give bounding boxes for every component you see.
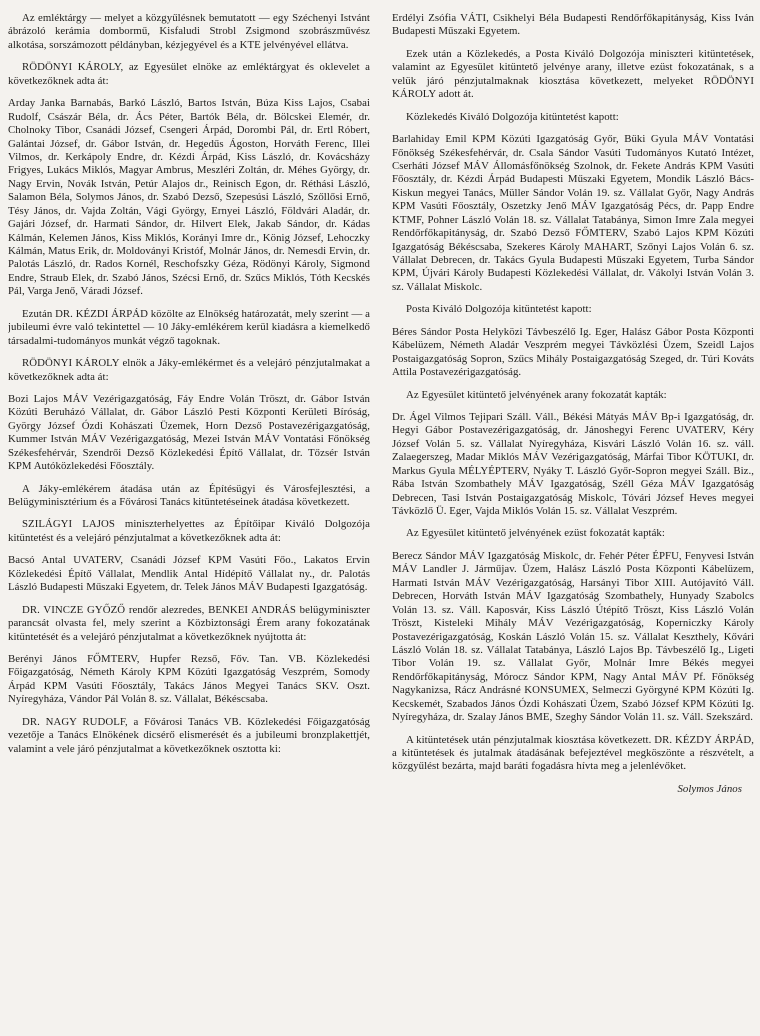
kozbiztonsagi-recipients-list: Berényi János FŐMTERV, Hupfer Rezső, Főv. Tan. VB. Közlekedési Főigazgatóság, Németh Károly KPM Közúti Igazgatóság Veszprém, Somody Árpád KPM Vasúti Főosztály, Takács János Megyei Tanács SKV. Oszt. Nyíregyháza, Vándor Pál Volán 8. sz. Vállalat, Békéscsaba. bbox=[8, 652, 370, 706]
paragraph-ministerial-awards: Ezek után a Közlekedés, a Posta Kiváló Dolgozója miniszteri kitüntetések, valamint az Egyesület kitüntető jelvénye arany, illetve ezüst fokozatának, s a velük járó pénzjutalmaknak kiosztása következett, melyeket RÖDÖNYI KÁROLY adott át. bbox=[392, 47, 754, 101]
paragraph-epitoipar-intro: SZILÁGYI LAJOS miniszterhelyettes az Építőipar Kiváló Dolgozója kitüntetést és a velejáró pénzjutalmat a következőknek adta át: bbox=[8, 518, 370, 544]
paragraph-closing: A kitüntetések után pénzjutalmak kiosztása következett. DR. KÉZDY ÁRPÁD, a kitüntetések és jutalmak átadásának befejeztével megköszönte a részvételt, a közgyűlést bezárta, majd baráti fogadásra hívta meg a jelenlévőket. bbox=[392, 733, 754, 773]
paragraph-emlektargy: Az emléktárgy — melyet a közgyűlésnek bemutatott — egy Széchenyi Istvánt ábrázoló kerámia dombormű, Kisfaludi Strobl Zsigmond szobrászművész alkotása, sorszámozott példányban, kézjegyével és a KTE jelvényével ellátva. bbox=[8, 12, 370, 51]
heading-kozlekedes-kivalo: Közlekedés Kiváló Dolgozója kitüntetést kapott: bbox=[406, 110, 619, 123]
posta-recipients-list: Béres Sándor Posta Helyközi Távbeszélő Ig. Eger, Halász Gábor Posta Központi Kábelüzem, Németh Aladár Veszprém megyei Távközlési Üzem, Szeidl Lajos Postaigazgatóság Sopron, Szűcs Mihály Postaigazgatóság Szeged, dr. Túri Kováts Attila Postavezérigazgatóság. bbox=[392, 325, 754, 379]
heading-arany-fokozat: Az Egyesület kitüntető jelvényének arany fokozatát kapták: bbox=[406, 388, 667, 401]
kozlekedes-recipients-list: Barlahiday Emil KPM Közúti Igazgatóság Győr, Büki Gyula MÁV Vontatási Főnökség Székesfehérvár, dr. Csala Sándor Vasúti Tudományos Kutató Intézet, Cserháti József MÁV Állomásfőnökség Szolnok, dr. Fekete András KPM Vasúti Főosztály, dr. Kézdi Árpád Budapesti Műszaki Egyetem, Mondik László Bács-Kiskun megyei Tanács, Müller Sándor Volán 19. sz. Vállalat Győr, Nagy András KPM Vasúti Főosztály, Oszetzky Jenő MÁV Igazgatóság Pécs, dr. Papp Endre KTMF, Pohner László Volán 18. sz. Vállalat Tatabánya, Simon Imre Zala megyei Rendőrfőkapitányság, dr. Szabó Dezső FŐMTERV, Szabó Lajos KPM Közúti Igazgatóság Békéscsaba, Szekeres Károly MAHART, Szőnyi Lajos Volán 6. sz. Vállalat Debrecen, dr. Takács Gyula Budapesti Műszaki Egyetem, Turba Sándor KPM, Újvári Károly Budapesti Közlekedési Vállalat, dr. Vákolyi István Volán 3. sz. Vállalat Miskolc. bbox=[392, 133, 754, 293]
emlektargy-recipients-list: Arday Janka Barnabás, Barkó László, Bartos István, Búza Kiss Lajos, Csabai Rudolf, Császár Béla, dr. Ács Péter, Bartók Béla, dr. Bölcskei Elemér, dr. Cholnoky Tibor, Csanádi József, Csengeri Árpád, Dorombi Pál, dr. Ertl Róbert, Galántai József, dr. Gábor István, dr. Hegedűs Ágoston, Horváth Ferenc, Illei Vilmos, dr. Kerkápoly Endre, dr. Kézdi Árpád, Kiss László, dr. Kovácsházy Frigyes, Lukács Miklós, Magyar Ambrus, Meszléri Zoltán, dr. Méhes György, dr. Nagy Ervin, Novák István, Petúr Alajos dr., Reinisch Egon, dr. Réthási László, Salamon Béla, Solymos János, dr. Szabó Dezső, Szepesúsi László, Szőllősi Ernő, Tésy János, dr. Vajda Zoltán, Vági György, Ernyei László, Földvári Aladár, dr. Gajári József, dr. Harmati Sándor, dr. Hilvert Elek, Jakab Sándor, dr. Kádas Kálmán, Kelemen János, Kiss Miklós, Korányi Imre dr., König József, Lehoczky Kálmán, Matus Erik, dr. Moldoványi Kristóf, Molnár János, dr. Nemesdi Ervin, dr. Palotás László, dr. Rados Kornél, Reschofszky Géza, Rödönyi Károly, Sigmond Endre, Straub Elek, dr. Szabó János, Szécsi Ernő, dr. Szűcs Miklós, Tóth Kecskés Pál, Varga Jenő, Váradi József. bbox=[8, 97, 370, 298]
left-column bbox=[8, 12, 370, 1036]
fovarosi-recipients-list: Erdélyi Zsófia VÁTI, Csikhelyi Béla Budapesti Rendőrfőkapitányság, Kiss Iván Budapesti Műszaki Egyetem. bbox=[392, 12, 754, 38]
paragraph-emlektargy-intro: RÖDÖNYI KÁROLY, az Egyesület elnöke az emléktárgyat és oklevelet a következőknek adta át: bbox=[8, 61, 370, 87]
paragraph-fovarosi-intro: DR. NAGY RUDOLF, a Fővárosi Tanács VB. Közlekedési Főigazgatóság vezetője a Tanács Elnökének dicsérő elismerését és a jubileumi bronzplakettjét, valamint a vele járó pénzjutalmat a következőknek osztotta ki: bbox=[8, 715, 370, 755]
right-column bbox=[392, 12, 754, 1036]
ezust-recipients-list: Berecz Sándor MÁV Igazgatóság Miskolc, dr. Fehér Péter ÉPFU, Fenyvesi István MÁV Landler J. Járműjav. Üzem, Halász László Posta Központi Kábelüzem, Harmati István MÁV Vezérigazgatóság, Harsányi Tibor XIII. Autójavító Váll. Debrecen, Horváth István MÁV Igazgatóság Szombathely, Hunyady Szabolcs Volán 13. sz. Váll. Kaposvár, Kiss László Útépítő Tröszt, Kiss László Volán Tröszt, Kisteleki Mihály MÁV Vezérigazgatóság, Koperniczky Károly Postavezérigazgatóság, Koskán László Volán 15. sz. Vállalat Keszthely, Kővári László Volán 18. sz. Vállalat Tatabánya, László Lajos Bp. Távbeszélő Ig., Ligeti Tibor Volán 19. sz. Vállalat Győr, Molnár Imre Békés megyei Rendőrfőkapitányság, Mórocz Sándor KPM, Nagy Antal MÁV Pf. Főnökség Nagykanizsa, Rácz Andrásné KONSUMEX, Selmeczi Györgyné KPM Közúti Ig. Kecskemét, Szabados János Ózdi Kohászati Üzem, Szabó József KPM Közúti Ig. Nyíregyháza, dr. Szalay János BME, Szeghy Sándor Volán 11. sz. Váll. Szekszárd. bbox=[392, 549, 754, 724]
paragraph-kozbiztonsagi-intro: DR. VINCZE GYŐZŐ rendőr alezredes, BENKEI ANDRÁS belügyminiszter parancsát olvasta fel, mely szerint a Közbiztonsági Érem arany fokozatának kitüntetését és a velejáró pénzjutalmat a következőknek nyújtotta át: bbox=[8, 603, 370, 643]
heading-ezust-fokozat: Az Egyesület kitüntető jelvényének ezüst fokozatát kapták: bbox=[406, 527, 665, 540]
arany-recipients-list: Dr. Ágel Vilmos Tejipari Száll. Váll., Békési Mátyás MÁV Bp-i Igazgatóság, dr. Hegyi Gábor Postavezérigazgatóság, dr. Jánoshegyi Ferenc UVATERV, Kéry József Volán 5. sz. Vállalat Nyíregyháza, Kisvári László Volán 16. sz. váll. Zalaegerszeg, Madar Miklós MÁV Vezérigazgatóság, Márfai Tibor KÖTUKI, dr. Markus Gyula MÉLYÉPTERV, Nyáky T. László Győr-Sopron megyei Száll. Biz., Rába István Szombathely MÁV Igazgatóság, Széll Géza MÁV Igazgatóság Debrecen, Tasi István Postaigazgatóság Miskolc, Tóvári József Heves megyei Távközlő Ü. Eger, Vajda Miklós Volán 15. sz. Vállalat Veszprém. bbox=[392, 410, 754, 517]
jaky-recipients-list: Bozi Lajos MÁV Vezérigazgatóság, Fáy Endre Volán Tröszt, dr. Gábor István Közúti Beruházó Vállalat, dr. Gábor László Pesti Központi Kerületi Bíróság, György József Ózdi Kohászati Üzemek, Horn Dezső Postavezérigazgatóság, Kummer István MÁV Vezérigazgatóság, Mezei István MÁV Vontatási Főnökség Székesfehérvár, Szendrői Dezső Közlekedési Építő Vállalat, dr. Tőzsér István KPM Autóközlekedési Főosztály. bbox=[8, 392, 370, 473]
epitoipar-recipients-list: Bacsó Antal UVATERV, Csanádi József KPM Vasúti Főo., Lakatos Ervin Közlekedési Építő Vállalat, Mendlik Antal Hídépítő Vállalat ny., dr. Palotás László Budapesti Műszaki Egyetem, dr. Telek János MÁV Budapesti Igazgatóság. bbox=[8, 554, 370, 594]
paragraph-jaky-decision: Ezután DR. KÉZDI ÁRPÁD közölte az Elnökség határozatát, mely szerint — a jubileumi évre való tekintettel — 10 Jáky-emlékérem kerül kiadásra a kiemelkedő társadalmi-tudományos munkát végző tagoknak. bbox=[8, 307, 370, 347]
heading-posta-kivalo: Posta Kiváló Dolgozója kitüntetést kapott: bbox=[406, 303, 592, 316]
paragraph-jaky-intro: RÖDÖNYI KÁROLY elnök a Jáky-emlékérmet és a velejáró pénzjutalmakat a következőknek adta át: bbox=[8, 357, 370, 383]
paragraph-ministry-awards: A Jáky-emlékérem átadása után az Építésügyi és Városfejlesztési, a Belügyminisztérium és a Fővárosi Tanács kitüntetéseinek átadása következett. bbox=[8, 482, 370, 508]
author-signature: Solymos János bbox=[677, 782, 742, 795]
